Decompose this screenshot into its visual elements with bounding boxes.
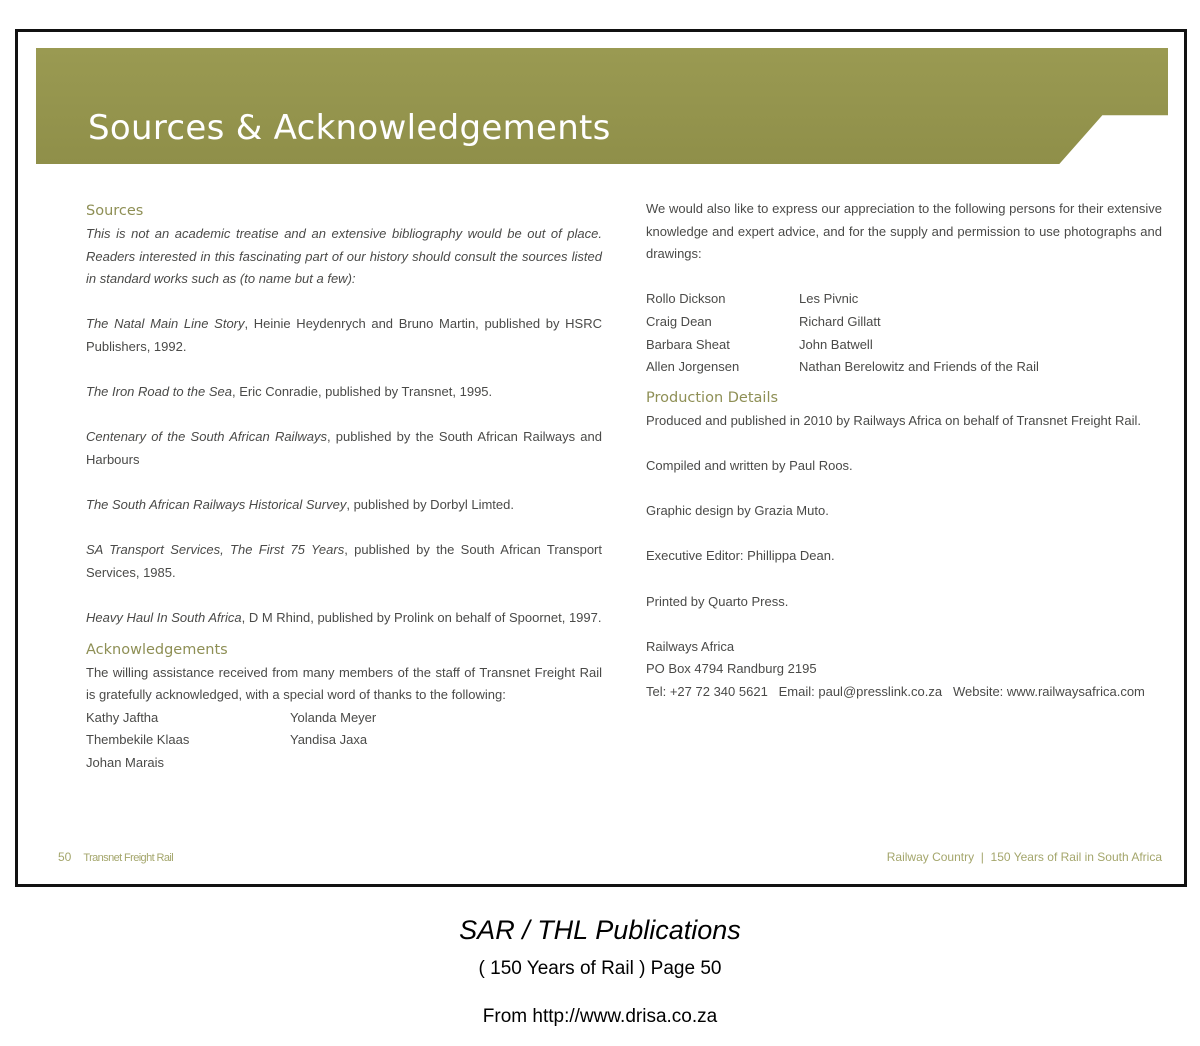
- staff-name: Thembekile Klaas: [86, 732, 190, 748]
- production-line: Compiled and written by Paul Roos.: [646, 457, 853, 473]
- production-line: Printed by Quarto Press.: [646, 593, 789, 609]
- staff-name: Yandisa Jaxa: [290, 732, 368, 748]
- source-item: [86, 313, 602, 358]
- footer-left: [58, 850, 173, 864]
- contributor-name: Barbara Sheat: [646, 336, 730, 352]
- source-item: [86, 607, 602, 630]
- staff-name: Kathy Jaftha: [86, 709, 159, 725]
- source-details: , D M Rhind, published by Prolink on behalf of Spoornet, 1997.: [241, 610, 602, 626]
- source-details: , Heinie Heydenrych and Bruno Martin, published by HSRC Publishers, 1992.: [86, 316, 603, 354]
- source-item: [86, 494, 602, 517]
- contributor-name: Allen Jorgensen: [646, 359, 740, 375]
- contributor-name: Richard Gillatt: [799, 313, 881, 329]
- caption-source: From http://www.drisa.co.za: [482, 1006, 718, 1027]
- production-line: Produced and published in 2010 by Railways Africa on behalf of Transnet Freight Rail.: [646, 412, 1142, 428]
- footer-brand: Transnet Freight Rail: [83, 852, 174, 864]
- acknowledgements-heading: Acknowledgements: [86, 641, 228, 658]
- contributor-name: Les Pivnic: [799, 291, 859, 307]
- staff-name: Johan Marais: [86, 755, 165, 771]
- source-item: [86, 426, 602, 471]
- sources-heading: Sources: [86, 203, 144, 219]
- publisher-contact: Tel: +27 72 340 5621 Email: paul@presslink.co.za Website: www.railwaysafrica.com: [646, 683, 1145, 699]
- contributor-name: John Batwell: [799, 336, 873, 352]
- source-title: SA Transport Services, The First 75 Years: [86, 542, 345, 558]
- left-column: [86, 199, 602, 775]
- source-title: Centenary of the South African Railways: [86, 429, 327, 445]
- page-number: 50: [58, 850, 72, 864]
- source-title: Heavy Haul In South Africa: [86, 610, 242, 626]
- right-column: [646, 198, 1162, 703]
- source-item: [86, 539, 602, 584]
- staff-names: [86, 707, 602, 775]
- production-line: Graphic design by Grazia Muto.: [646, 503, 829, 519]
- contributor-name: Rollo Dickson: [646, 291, 726, 307]
- footer-right: Railway Country | 150 Years of Rail in South Africa: [886, 850, 1162, 864]
- caption-page: ( 150 Years of Rail ) Page 50: [478, 958, 722, 979]
- page-title: Sources & Acknowledgements: [88, 108, 611, 148]
- production-line: Executive Editor: Phillippa Dean.: [646, 548, 835, 564]
- source-details: , published by the South African Railways and Harbours: [86, 429, 602, 467]
- publisher-address: PO Box 4794 Randburg 2195: [646, 661, 817, 677]
- staff-name: Yolanda Meyer: [290, 709, 377, 725]
- production-heading: Production Details: [646, 389, 779, 406]
- sources-intro: This is not an academic treatise and an extensive bibliography would be out of place. Readers interested in this fascinating part of our history should consult the sources listed in standard works such as (to name but a few):: [86, 226, 602, 287]
- acknowledgements-intro: The willing assistance received from many members of the staff of Transnet Freight Rail is gratefully acknowledged, with a special word of thanks to the following:: [86, 664, 602, 703]
- publisher-name: Railways Africa: [646, 638, 735, 654]
- page-frame: [15, 29, 1187, 887]
- contributor-name: Nathan Berelowitz and Friends of the Rail: [799, 359, 1039, 375]
- staff-name: [290, 752, 602, 775]
- appreciation-names: [646, 288, 1162, 378]
- source-item: [86, 381, 602, 404]
- source-details: , published by Dorbyl Limted.: [346, 497, 514, 513]
- source-title: The South African Railways Historical Survey: [86, 497, 347, 513]
- contributor-name: Craig Dean: [646, 313, 712, 329]
- source-title: The Iron Road to the Sea: [86, 384, 232, 400]
- appreciation-intro: We would also like to express our appreciation to the following persons for their extensive knowledge and expert advice, and for the supply and permission to use photographs and drawings:: [646, 201, 1162, 262]
- source-title: The Natal Main Line Story: [86, 316, 245, 332]
- caption-title: SAR / THL Publications: [459, 915, 741, 945]
- source-details: , Eric Conradie, published by Transnet, 1995.: [231, 384, 493, 400]
- source-details: , published by the South African Transport Services, 1985.: [86, 542, 603, 580]
